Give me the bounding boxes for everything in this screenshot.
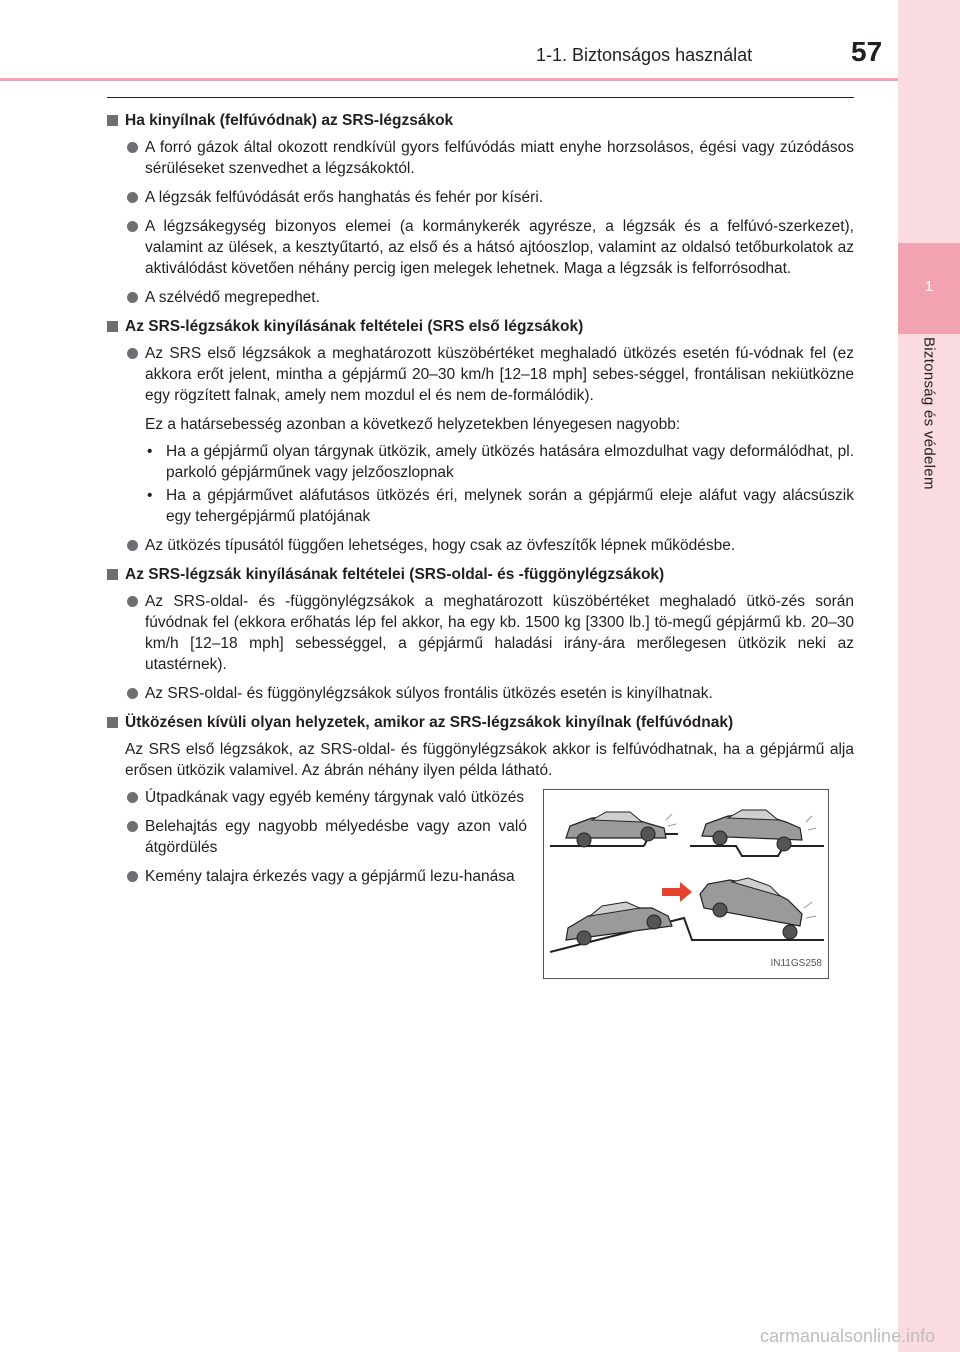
round-bullet-icon	[127, 596, 138, 607]
examples-list	[107, 787, 527, 895]
ground-impact-illustration	[543, 789, 829, 979]
dot-marker: •	[147, 443, 153, 460]
bullet-item: A légzsák felfúvódását erős hanghatás és fehér por kíséri.	[107, 187, 854, 208]
square-bullet-icon	[107, 569, 118, 580]
section-heading: Az SRS-légzsákok kinyílásának feltételei (SRS első légzsákok)	[107, 316, 854, 337]
paragraph: Ez a határsebesség azonban a következő helyzetekben lényegesen nagyobb:	[145, 416, 681, 433]
round-bullet-icon	[127, 688, 138, 699]
content-top-rule	[107, 97, 854, 98]
round-bullet-icon	[127, 192, 138, 203]
illustration-code: IN11GS258	[770, 958, 822, 969]
cars-illustration-svg	[544, 790, 828, 978]
bullet-item: Az SRS-oldal- és -függönylégzsákok a meghatározott küszöbértéket meghaladó ütkö-zés során fúvódnak fel (ekkora erőhatás lép fel akkor, ha egy kb. 1500 kg [3300 lb.] tö-megű gépjármű kb. 20–30 km/h [12–18 mph] sebességgel, a gépjármű haladási irány-ára merőlegesen ütközik neki az utastérnek).	[107, 591, 854, 675]
car-curb-icon	[550, 812, 678, 847]
header-rule	[0, 78, 898, 81]
section-heading: Ütközésen kívüli olyan helyzetek, amikor az SRS-légzsákok kinyílnak (felfúvódnak)	[107, 712, 854, 733]
square-bullet-icon	[107, 717, 118, 728]
round-bullet-icon	[127, 871, 138, 882]
round-bullet-icon	[127, 792, 138, 803]
square-bullet-icon	[107, 115, 118, 126]
page-content	[107, 110, 854, 987]
bullet-item: Útpadkának vagy egyéb kemény tárgynak való ütközés	[107, 787, 527, 808]
round-bullet-icon	[127, 821, 138, 832]
round-bullet-icon	[127, 221, 138, 232]
square-bullet-icon	[107, 321, 118, 332]
round-bullet-icon	[127, 348, 138, 359]
chapter-number: 1	[924, 278, 934, 295]
car-pothole-icon	[690, 810, 824, 856]
examples-row	[107, 787, 854, 987]
bullet-item: Az ütközés típusától függően lehetséges, hogy csak az övfeszítők lépnek működésbe.	[107, 535, 854, 556]
bullet-item: Az SRS-oldal- és függönylégzsákok súlyos frontális ütközés esetén is kinyílhatnak.	[107, 683, 854, 704]
sub-item: • Ha a gépjárművet aláfutásos ütközés éri, melynek során a gépjármű eleje aláfut vagy alácsúszik egy tehergépjármű platójának	[147, 487, 854, 525]
dot-marker: •	[147, 487, 153, 504]
bullet-item: A szélvédő megrepedhet.	[107, 287, 854, 308]
bullet-item: A forró gázok által okozott rendkívül gyors felfúvódás miatt enyhe horzsolásos, égési vagy zúzódásos sérüléseket szenvedhet a légzsákoktól.	[107, 137, 854, 179]
car-landing-icon	[700, 878, 816, 939]
round-bullet-icon	[127, 292, 138, 303]
section-heading: Ha kinyílnak (felfúvódnak) az SRS-légzsákok	[107, 110, 854, 131]
direction-arrow-icon	[662, 882, 692, 902]
bullet-item: Belehajtás egy nagyobb mélyedésbe vagy azon való átgördülés	[107, 816, 527, 858]
bullet-item: Kemény talajra érkezés vagy a gépjármű lezu-hanása	[107, 866, 527, 887]
sub-item: • Ha a gépjármű olyan tárgynak ütközik, amely ütközés hatására elmozdulhat vagy deformálódhat, pl. parkoló gépjárműnek vagy jelzőoszlopnak	[147, 443, 854, 481]
chapter-label: Biztonság és védelem	[920, 337, 938, 490]
section-title: 1-1. Biztonságos használat	[536, 45, 753, 65]
chapter-side-tab	[898, 0, 960, 1352]
round-bullet-icon	[127, 540, 138, 551]
section-heading: Az SRS-légzsák kinyílásának feltételei (SRS-oldal- és -függönylégzsákok)	[107, 564, 854, 585]
bullet-item: Az SRS első légzsákok a meghatározott küszöbértéket meghaladó ütközés esetén fú-vódnak fel (ez akkora erőt jelent, mintha a gépjármű 20–30 km/h [12–18 mph] sebes-séggel, frontálisan nekiütközne egy rögzített falnak, amely nem mozdul el és nem de-formálódik).	[107, 343, 854, 406]
round-bullet-icon	[127, 142, 138, 153]
paragraph: Az SRS első légzsákok, az SRS-oldal- és függönylégzsákok akkor is felfúvódhatnak, ha a gépjármű alja erősen ütközik valamivel. Az ábrán néhány ilyen példa látható.	[125, 741, 854, 779]
watermark: carmanualsonline.info	[760, 1326, 936, 1346]
page-number: 57	[851, 36, 883, 67]
bullet-item: A légzsákegység bizonyos elemei (a kormánykerék agyrésze, a légzsák és a felfúvó-szerkezet), valamint az ülések, a kesztyűtartó, az első és a hátsó ajtóoszlop, valamint az oldalsó tetőburkolatok az aktiválódást követően néhány percig igen melegek lehetnek. Maga a légzsák is felforrósodhat.	[107, 216, 854, 279]
